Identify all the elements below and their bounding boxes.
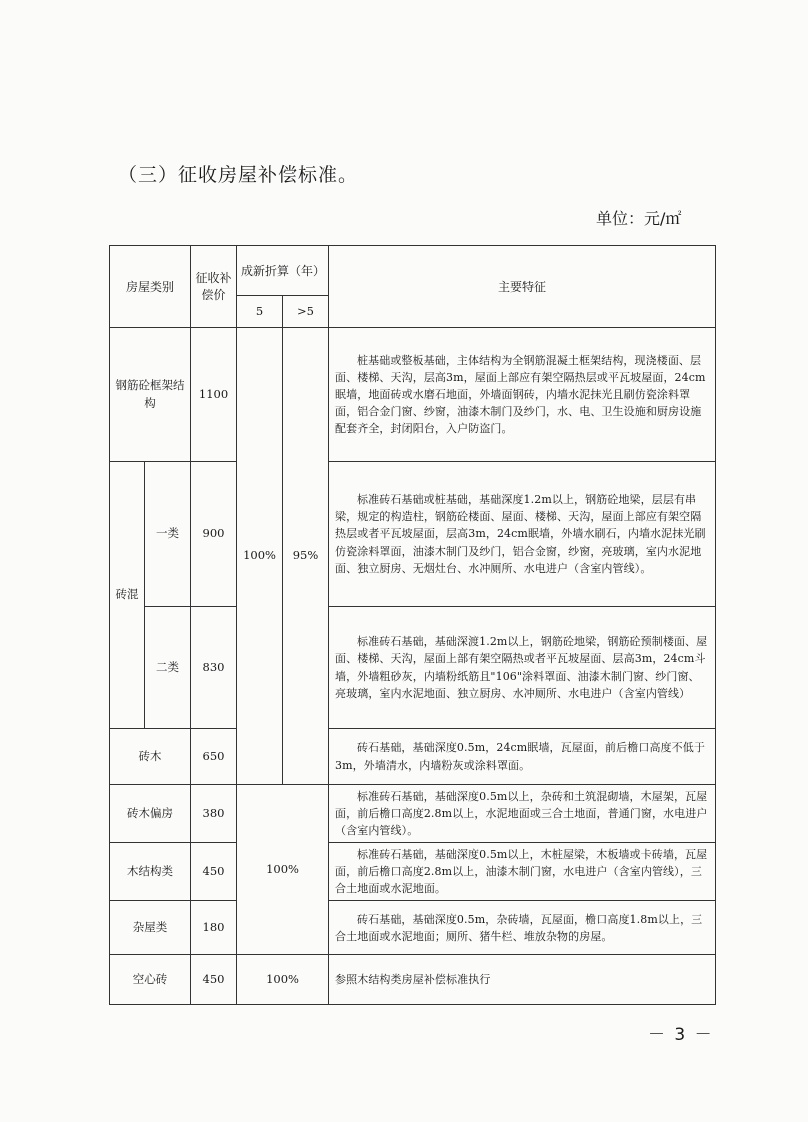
row-price: 450 [191,843,237,901]
unit-label: 单位：元/㎡ [596,209,682,228]
row-type: 砖木 [110,729,191,785]
row-type: 砖木偏房 [110,785,191,843]
row-type: 钢筋砼框架结构 [110,328,191,462]
row-type: 空心砖 [110,955,191,1005]
brick-group-label: 砖混 [110,462,145,729]
row-dep: 100% [237,955,329,1005]
row-type: 木结构类 [110,843,191,901]
row-features: 标准砖石基础，基础深度0.5m以上，杂砖和土筑混砌墙，木屋架，瓦屋面，前后檐口高度2.8m以上，水泥地面或三合土地面，普通门窗，水电进户（含室内管线）。 [329,785,716,843]
table-row [110,328,716,462]
row-price: 650 [191,729,237,785]
table-row [110,729,716,785]
row-price: 1100 [191,328,237,462]
row-type: 杂屋类 [110,901,191,955]
table-row [110,462,716,607]
row-features: 标准砖石基础，基础深度0.5m以上，木桩屋梁，木板墙或卡砖墙，瓦屋面，前后檐口高度2.8m以上，油漆木制门窗，水电进户（含室内管线），三合土地面或水泥地面。 [329,843,716,901]
header-price: 征收补偿价 [191,246,237,328]
header-depreciation: 成新折算（年） [237,246,329,296]
table-row [110,843,716,901]
header-dep-5: 5 [237,296,283,328]
row-price: 380 [191,785,237,843]
dep-5-value: 100% [237,328,283,785]
dep-lower-value: 100% [237,785,329,955]
page-number: － 3 － [648,1025,714,1045]
row-features: 砖石基础，基础深度0.5m，杂砖墙，瓦屋面，檐口高度1.8m以上，三合土地面或水泥地面；厕所、猪牛栏、堆放杂物的房屋。 [329,901,716,955]
row-price: 180 [191,901,237,955]
row-price: 900 [191,462,237,607]
dep-gt5-value: 95% [283,328,329,785]
row-features: 标准砖石基础或桩基础，基础深度1.2m以上，钢筋砼地梁，层层有串梁，规定的构造柱，钢筋砼楼面、屋面、楼梯、天沟，屋面上部应有架空隔热层或者平瓦坡屋面，层高3m，24cm眠墙，外墙水刷石，内墙水泥抹光刷仿瓷涂料罩面，油漆木制门及纱门，铝合金窗，纱窗，亮玻璃，室内水泥地面、独立厨房、无烟灶台、水冲厕所、水电进户（含室内管线）。 [329,462,716,607]
table-row [110,785,716,843]
row-type: 一类 [145,462,191,607]
row-features: 标准砖石基础，基础深渡1.2m以上，钢筋砼地梁，钢筋砼预制楼面、屋面、楼梯、天沟，屋面上部有架空隔热或者平瓦坡屋面、层高3m，24cm斗墙，外墙粗砂灰，内墙粉纸筋且"106"涂料罩面、油漆木制门窗、纱门窗、亮玻璃，室内水泥地面、独立厨房、水冲厕所、水电进户（含室内管线） [329,607,716,729]
row-price: 830 [191,607,237,729]
header-features: 主要特征 [329,246,716,328]
header-dep-gt5: >5 [283,296,329,328]
compensation-table [109,245,716,1005]
row-features: 参照木结构类房屋补偿标准执行 [329,955,716,1005]
table-row [110,901,716,955]
table-header-row [110,246,716,296]
section-heading: （三）征收房屋补偿标准。 [118,164,359,186]
row-features: 桩基础或整板基础，主体结构为全钢筋混凝土框架结构，现浇楼面、层面、楼梯、天沟，层高3m，屋面上部应有架空隔热层或平瓦坡屋面，24cm眠墙，地面砖或水磨石地面，外墙面钢砖，内墙水泥抹光且刷仿瓷涂料罩面，铝合金门窗、纱窗，油漆木制门及纱门，水、电、卫生设施和厨房设施配套齐全，封闭阳台，入户防盗门。 [329,328,716,462]
table-row [110,955,716,1005]
row-price: 450 [191,955,237,1005]
table-row [110,607,716,729]
header-type: 房屋类别 [110,246,191,328]
row-features: 砖石基础，基础深度0.5m，24cm眠墙，瓦屋面，前后檐口高度不低于3m，外墙清水，内墙粉灰或涂料罩面。 [329,729,716,785]
row-type: 二类 [145,607,191,729]
